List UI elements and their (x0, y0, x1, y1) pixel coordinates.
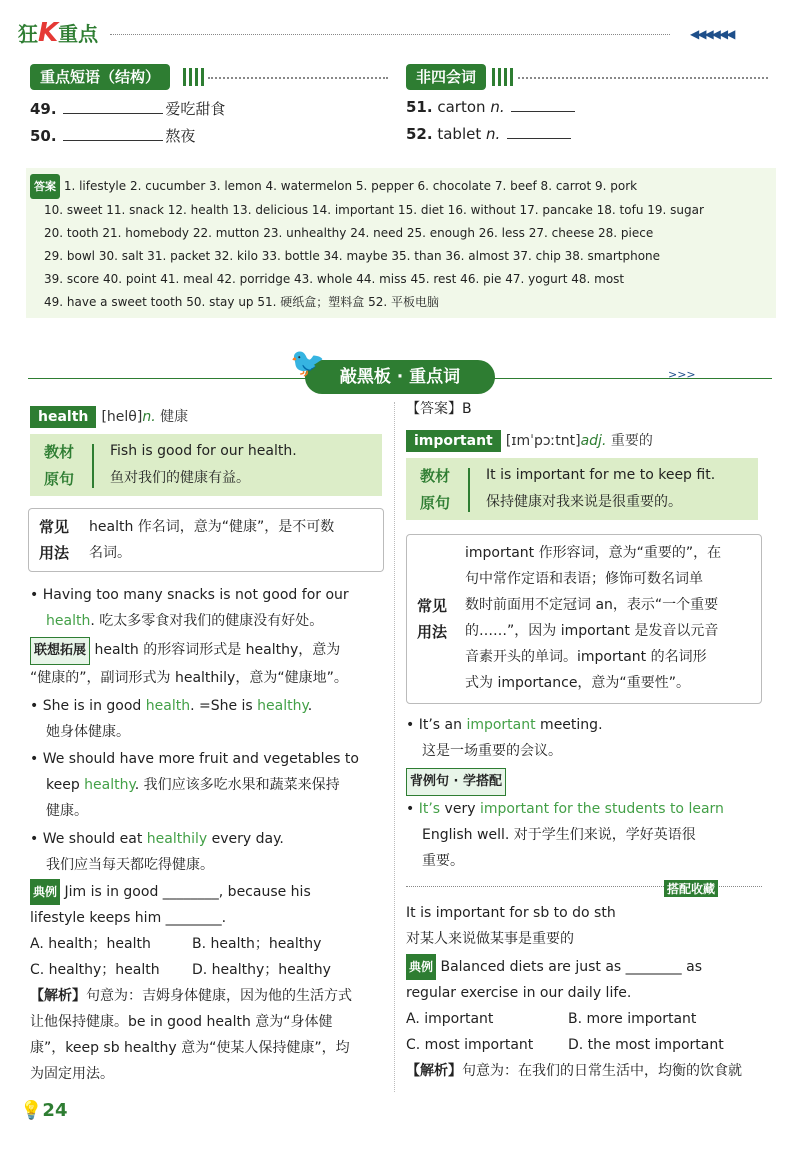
word-52-word: tablet (437, 125, 482, 143)
word-52-num: 52. (406, 125, 433, 143)
health-ex3-line2 (30, 772, 384, 798)
important-sample-en: It is important for me to keep fit. (486, 467, 716, 483)
answers-line-3: 20. tooth 21. homebody 22. mutton 23. unhealthy 24. need 25. enough 26. less 27. cheese 28. piece (44, 226, 654, 240)
health-example-4 (30, 826, 384, 878)
health-ex3-d: 健康。 (46, 803, 88, 819)
important-usage-text (465, 540, 721, 696)
health-dl-l2: lifestyle keeps him ________. (30, 910, 227, 926)
health-opts-row1 (30, 931, 384, 957)
important-usage-l5: 音素开头的单词。important 的名词形 (465, 649, 707, 665)
answers-label: 答案 (30, 174, 60, 199)
important-pos: adj. (580, 433, 607, 449)
bird-mascot-icon: 🐦 (290, 346, 325, 379)
important-jx-l1: 句意为：在我们的日常生活中，均衡的饮食就 (462, 1063, 742, 1079)
important-example-2 (406, 768, 762, 874)
phrase-49-blank[interactable] (63, 101, 163, 114)
important-opts-row1 (406, 1006, 762, 1032)
health-opt-a[interactable]: A. health；health (30, 936, 151, 952)
important-ex2-c: 对于学生们来说，学好英语很 (513, 827, 696, 843)
word-51-num: 51. (406, 98, 433, 116)
phrase-49-num: 49. (30, 100, 57, 118)
phrase-50-num: 50. (30, 127, 57, 145)
health-opt-d[interactable]: D. healthy；healthy (192, 962, 331, 978)
important-bl-tag: 背例句 · 学搭配 (406, 768, 506, 796)
banner-line-left (28, 378, 308, 379)
answers-line-2: 10. sweet 11. snack 12. health 13. delicious 14. important 15. diet 16. without 17. pancake 18. tofu 19. sugar (44, 203, 704, 217)
column-divider (394, 402, 395, 1092)
health-ex2-b: . =She is (190, 698, 258, 714)
important-opt-a[interactable]: A. important (406, 1011, 494, 1027)
health-jx-l4: 为固定用法。 (30, 1066, 114, 1082)
health-usage-lab2: 用法 (39, 544, 70, 562)
important-sample-lab2: 原句 (420, 494, 451, 512)
important-ex1-g: important (466, 717, 536, 733)
phrase-50 (30, 125, 195, 146)
health-usage-box (28, 508, 384, 572)
health-ex1-g: health (46, 613, 91, 629)
word-51-word: carton (437, 98, 486, 116)
health-ex2-g1: health (145, 698, 191, 714)
answers-line-4: 29. bowl 30. salt 31. packet 32. kilo 33. bottle 34. maybe 35. than 36. almost 37. chip 38. smartphone (44, 249, 661, 263)
answers-line-1 (30, 174, 704, 199)
important-usage-lab2: 用法 (417, 623, 448, 641)
health-ext-l2: “健康的”，副词形式为 healthily，意为“健康地”。 (30, 670, 348, 686)
important-opts-row2 (406, 1032, 762, 1058)
health-ex1-line2 (30, 608, 384, 634)
important-pat-cn: 对某人来说做某事是重要的 (406, 931, 574, 947)
important-sample-cn: 保持健康对我来说是很重要的。 (486, 494, 682, 510)
answers-line-6: 49. have a sweet tooth 50. stay up 51. 硬纸盒；塑料盒 52. 平板电脑 (44, 295, 439, 309)
important-usage-l6: 式为 importance，意为“重要性”。 (465, 675, 690, 691)
word-52-blank[interactable] (507, 126, 571, 139)
phrase-50-cn: 熬夜 (165, 127, 196, 145)
important-question (406, 954, 762, 1084)
important-ex1-line1: • It’s an important meeting. (406, 717, 603, 733)
health-question (30, 879, 384, 1087)
health-phonetic-text: [helθ] (101, 409, 143, 425)
important-opt-d[interactable]: D. the most important (568, 1037, 724, 1053)
health-sample-bar (92, 444, 94, 488)
page-number-text: 24 (42, 1100, 68, 1121)
important-pat-en: It is important for sb to do sth (406, 905, 616, 921)
important-dl-line1 (406, 954, 762, 980)
brand-post: 重点 (58, 22, 99, 46)
brand-k: K (38, 18, 59, 48)
health-usage-lab1: 常见 (39, 518, 70, 536)
important-usage-l3: 数时前面用不定冠词 an，表示“一个重要 (465, 597, 719, 613)
phrase-49-cn: 爱吃甜食 (165, 100, 226, 118)
nonfour-stripes (492, 68, 514, 86)
nonfour-dots (518, 77, 768, 79)
health-opts-row2 (30, 957, 384, 983)
health-sample-lab1: 教材 (44, 443, 75, 461)
health-ex2-cn: 她身体健康。 (46, 724, 130, 740)
health-ex3-c: . 我们应该多吃水果和蔬菜来保持 (134, 777, 340, 793)
health-jx-tag: 【解析】 (30, 988, 86, 1004)
health-ex4-cn: 我们应当每天都吃得健康。 (46, 857, 214, 873)
collect-tag-wrap (664, 878, 718, 897)
important-usage-l2: 句中常作定语和表语；修饰可数名词单 (465, 571, 703, 587)
important-ex1-a: It’s an (418, 717, 467, 733)
health-ex4-g: healthily (146, 831, 208, 847)
important-ex2-b: English well. (422, 827, 510, 843)
answers-text-1: 1. lifestyle 2. cucumber 3. lemon 4. watermelon 5. pepper 6. chocolate 7. beef 8. carrot 9. pork (63, 179, 638, 193)
health-phonetic (101, 409, 188, 425)
health-example-1 (30, 582, 384, 634)
important-jx-tag: 【解析】 (406, 1063, 462, 1079)
health-ex1-a: Having too many snacks is not good for our (42, 587, 349, 603)
health-ex3-g: healthy (84, 777, 135, 793)
important-ex2-g2: important for the students to learn (479, 801, 724, 817)
word-52 (406, 125, 573, 143)
important-entry-head (406, 430, 653, 452)
page-number (20, 1100, 67, 1121)
health-ex4-line1: • We should eat healthily every day. (30, 831, 284, 847)
health-ex4-b: every day. (207, 831, 284, 847)
health-ext-line1 (30, 637, 384, 665)
banner-arrows: >>> (668, 368, 696, 381)
health-ex2-c: . (307, 698, 313, 714)
health-usage-l2: 名词。 (89, 545, 131, 561)
health-pos: n. (142, 409, 156, 425)
important-jx-line1 (406, 1058, 762, 1084)
health-meaning: 健康 (160, 409, 189, 425)
health-example-2 (30, 693, 384, 745)
important-ex2-line1: • It’s very important for the students to learn (406, 801, 724, 817)
health-sample-box (30, 434, 382, 496)
phrases-dots (208, 77, 388, 79)
phrases-stripes (183, 68, 205, 86)
important-dl-l1: Balanced diets are just as ________ as (440, 959, 702, 975)
health-ex1-line1: • Having too many snacks is not good for our (30, 587, 349, 603)
important-ex1-cn: 这是一场重要的会议。 (422, 743, 562, 759)
health-ex1-b: . 吃太多零食对我们的健康没有好处。 (90, 613, 324, 629)
important-usage-l1: important 作形容词，意为“重要的”，在 (465, 545, 722, 561)
important-opt-c[interactable]: C. most important (406, 1037, 534, 1053)
health-dl-l1: Jim is in good ________, because his (64, 884, 311, 900)
important-usage-l4: 的……”，因为 important 是发音以元音 (465, 623, 719, 639)
phrase-49 (30, 98, 225, 119)
health-dl-tag: 典例 (30, 879, 60, 905)
health-opt-c[interactable]: C. healthy；health (30, 962, 160, 978)
important-ex1-b: meeting. (535, 717, 603, 733)
word-51 (406, 98, 577, 116)
phrase-50-blank[interactable] (63, 128, 163, 141)
important-ex2-a: very (440, 801, 480, 817)
health-jx-line1 (30, 983, 384, 1009)
important-sample-bar (468, 468, 470, 512)
important-ex2-d: 重要。 (422, 853, 464, 869)
important-meaning: 重要的 (610, 433, 653, 449)
important-dl-l2: regular exercise in our daily life. (406, 985, 632, 1001)
important-sample-lab1: 教材 (420, 467, 451, 485)
phrases-title: 重点短语（结构） (30, 64, 170, 90)
important-sample-box (406, 458, 758, 520)
health-sample-en: Fish is good for our health. (110, 443, 297, 459)
health-usage-l1: health 作名词，意为“健康”，是不可数 (89, 519, 335, 535)
health-ext-tag: 联想拓展 (30, 637, 90, 665)
word-51-blank[interactable] (511, 99, 575, 112)
banner-title: 敲黑板 · 重点词 (305, 360, 495, 394)
brand-logo (18, 18, 98, 48)
health-dl-line1 (30, 879, 384, 905)
important-phonetic (506, 433, 653, 449)
health-jx-l1: 句意为：吉姆身体健康，因为他的生活方式 (86, 988, 352, 1004)
answers-line-5: 39. score 40. point 41. meal 42. porridge 43. whole 44. miss 45. rest 46. pie 47. yogurt 48. most (44, 272, 625, 286)
health-example-3 (30, 746, 384, 824)
health-opt-b[interactable]: B. health；healthy (192, 936, 322, 952)
health-ex3-b: keep (46, 777, 85, 793)
health-ex2-line1: • She is in good health. =She is healthy. (30, 698, 313, 714)
health-sample-cn: 鱼对我们的健康有益。 (110, 470, 250, 486)
health-sample-lab2: 原句 (44, 470, 75, 488)
important-word-tag: important (406, 430, 501, 452)
important-ex2-line2 (406, 822, 762, 848)
health-entry-head (30, 406, 188, 428)
important-usage-box (406, 534, 762, 704)
important-ex2-g1: It’s (418, 801, 441, 817)
health-ex2-g2: healthy (257, 698, 308, 714)
important-bl-line (406, 768, 762, 796)
health-ex3-line1: • We should have more fruit and vegetables to (30, 751, 359, 767)
health-ex3-a: We should have more fruit and vegetables to (42, 751, 359, 767)
banner-line-right (492, 378, 772, 379)
important-pattern (406, 900, 762, 952)
word-52-pos: n. (486, 125, 501, 143)
health-ex4-a: We should eat (42, 831, 147, 847)
health-jx-l3: 康”，keep sb healthy 意为“使某人保持健康”，均 (30, 1040, 350, 1056)
health-jx-l2: 让他保持健康。be in good health 意为“身体健 (30, 1014, 333, 1030)
brand-pre: 狂 (18, 22, 38, 46)
word-51-pos: n. (490, 98, 505, 116)
important-opt-b[interactable]: B. more important (568, 1011, 697, 1027)
health-ex2-a: She is in good (42, 698, 146, 714)
lightbulb-icon: 💡 (20, 1100, 43, 1121)
header-arrows: ◀◀◀◀◀◀ (690, 27, 734, 41)
collect-tag[interactable]: 搭配收藏 (664, 880, 718, 897)
health-extension (30, 637, 384, 691)
nonfour-title: 非四会词 (406, 64, 486, 90)
important-dl-tag: 典例 (406, 954, 436, 980)
health-word-tag: health (30, 406, 96, 428)
health-ext-l1: health 的形容词形式是 healthy，意为 (94, 642, 341, 658)
prev-answer: 【答案】B (406, 401, 472, 417)
important-example-1 (406, 712, 762, 764)
important-phonetic-text: [ɪmˈpɔːtnt] (505, 433, 581, 449)
header-divider (110, 34, 670, 35)
important-usage-lab1: 常见 (417, 597, 448, 615)
answers-content (30, 174, 704, 314)
